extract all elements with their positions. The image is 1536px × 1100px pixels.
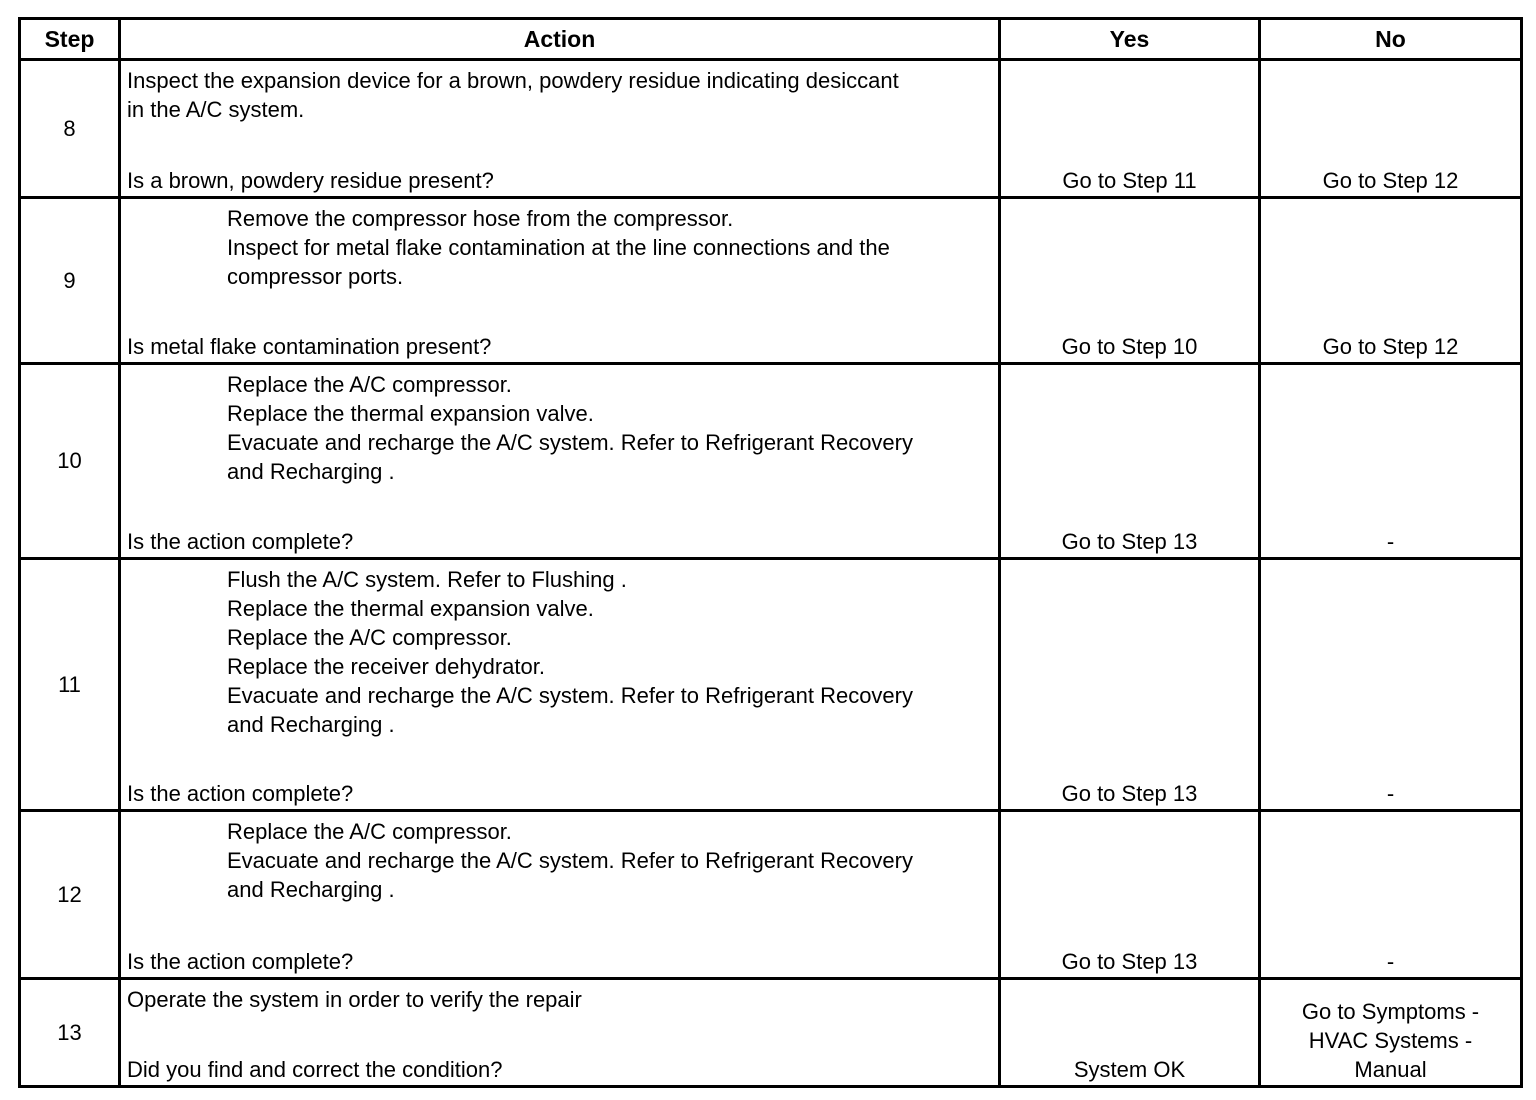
diagnostic-table: [18, 17, 1523, 1088]
no-result: -: [1386, 949, 1395, 974]
no-cell: [1260, 979, 1522, 1087]
step-number: 12: [20, 811, 120, 979]
step-number: 11: [20, 559, 120, 811]
table-row: [20, 198, 1522, 364]
table-row: [20, 979, 1522, 1087]
no-result: Go to Step 12: [1322, 168, 1459, 193]
action-cell: [120, 60, 1000, 198]
action-cell: [120, 198, 1000, 364]
instruction-line: Evacuate and recharge the A/C system. Refer to Refrigerant Recovery and Recharging .: [227, 430, 920, 484]
header-no: No: [1260, 19, 1522, 60]
no-cell: [1260, 811, 1522, 979]
table-row: [20, 811, 1522, 979]
action-question: Is the action complete?: [127, 949, 354, 974]
action-question: Is the action complete?: [127, 781, 354, 806]
no-result-line: Go to Symptoms -: [1301, 999, 1480, 1024]
table-row: [20, 364, 1522, 559]
action-question: Is a brown, powdery residue present?: [127, 168, 494, 193]
step-number: 13: [20, 979, 120, 1087]
action-cell: [120, 811, 1000, 979]
action-instructions: [121, 812, 998, 904]
action-cell: [120, 979, 1000, 1087]
instruction-line: Evacuate and recharge the A/C system. Refer to Refrigerant Recovery and Recharging .: [227, 683, 920, 737]
header-yes: Yes: [1000, 19, 1260, 60]
yes-cell: [1000, 559, 1260, 811]
action-instructions: [121, 61, 998, 124]
yes-result: Go to Step 11: [1062, 168, 1197, 193]
yes-cell: [1000, 979, 1260, 1087]
instruction-line: Replace the A/C compressor.: [227, 372, 512, 397]
action-question: Is the action complete?: [127, 529, 354, 554]
yes-cell: [1000, 60, 1260, 198]
instruction-line: Replace the thermal expansion valve.: [227, 596, 594, 621]
no-result: [1261, 997, 1520, 1084]
action-cell: [120, 559, 1000, 811]
action-instructions: [121, 560, 998, 739]
yes-cell: [1000, 198, 1260, 364]
yes-result: Go to Step 13: [1061, 949, 1198, 974]
instruction-line: Evacuate and recharge the A/C system. Refer to Refrigerant Recovery and Recharging .: [227, 848, 920, 902]
action-cell: [120, 364, 1000, 559]
instruction-line: Replace the thermal expansion valve.: [227, 401, 594, 426]
action-instructions: [121, 980, 998, 1014]
no-cell: [1260, 60, 1522, 198]
header-row: [20, 19, 1522, 60]
table-row: [20, 559, 1522, 811]
header-action: Action: [120, 19, 1000, 60]
no-result-line: Manual: [1354, 1057, 1427, 1082]
instruction-line: Remove the compressor hose from the compressor.: [227, 206, 734, 231]
header-step: Step: [20, 19, 120, 60]
instruction-line: Replace the A/C compressor.: [227, 625, 512, 650]
no-cell: [1260, 198, 1522, 364]
instruction-line: Replace the A/C compressor.: [227, 819, 512, 844]
yes-result: Go to Step 10: [1061, 334, 1198, 359]
yes-result: Go to Step 13: [1061, 529, 1198, 554]
table-row: [20, 60, 1522, 198]
no-cell: [1260, 559, 1522, 811]
instruction-line: Inspect for metal flake contamination at the line connections and the compressor ports.: [227, 235, 896, 289]
no-cell: [1260, 364, 1522, 559]
yes-result: System OK: [1073, 1057, 1186, 1082]
action-question: Did you find and correct the condition?: [127, 1057, 503, 1082]
no-result: Go to Step 12: [1322, 334, 1459, 359]
no-result: -: [1386, 529, 1395, 554]
yes-cell: [1000, 364, 1260, 559]
instruction-line: Inspect the expansion device for a brown, powdery residue indicating desiccant in the A/C system.: [127, 68, 905, 122]
step-number: 9: [20, 198, 120, 364]
no-result-line: HVAC Systems -: [1308, 1028, 1473, 1053]
yes-cell: [1000, 811, 1260, 979]
action-question: Is metal flake contamination present?: [127, 334, 492, 359]
instruction-line: Operate the system in order to verify the repair: [127, 987, 582, 1012]
no-result: -: [1386, 781, 1395, 806]
instruction-line: Replace the receiver dehydrator.: [227, 654, 545, 679]
step-number: 10: [20, 364, 120, 559]
yes-result: Go to Step 13: [1061, 781, 1198, 806]
action-instructions: [121, 199, 998, 291]
action-instructions: [121, 365, 998, 486]
step-number: 8: [20, 60, 120, 198]
instruction-line: Flush the A/C system. Refer to Flushing .: [227, 567, 627, 592]
